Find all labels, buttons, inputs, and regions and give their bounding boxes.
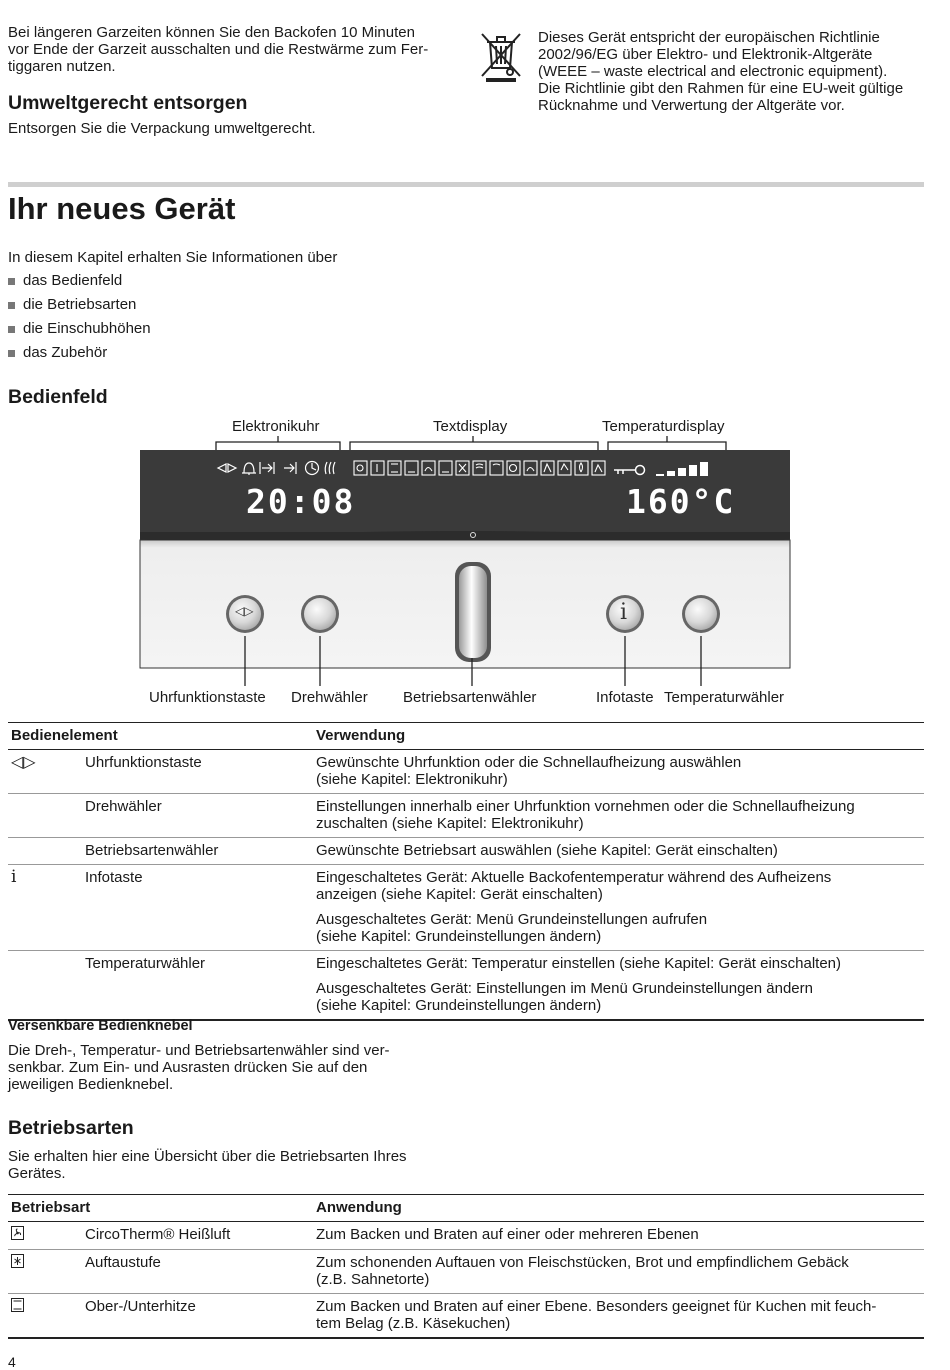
weee-bin-icon [478, 30, 526, 82]
defrost-icon [11, 1254, 24, 1268]
label-drehwaehler: Drehwähler [291, 689, 368, 706]
env-heading: Umweltgerecht entsorgen [8, 92, 248, 114]
use-text: Gewünschte Betriebsart auswählen (siehe Kapitel: Gerät einschalten) [316, 842, 778, 859]
use-line: (siehe Kapitel: Grundeinstellungen ändern) [316, 997, 602, 1014]
versenkbar-heading: Versenkbare Bedienknebel [8, 1018, 193, 1034]
control-name: Betriebsartenwähler [82, 838, 313, 865]
control-use [313, 865, 924, 951]
use-text [316, 869, 921, 903]
label-uhrfunktionstaste: Uhrfunktionstaste [149, 689, 266, 706]
mode-name: Ober-/Unterhitze [82, 1294, 313, 1339]
weee-line: Die Richtlinie gibt den Rahmen für eine EU-weit gültige [538, 80, 904, 97]
betriebsarten-heading: Betriebsarten [8, 1117, 134, 1139]
versenkbar-line: Die Dreh-, Temperatur- und Betriebsartenwähler sind ver- [8, 1042, 390, 1059]
table-row [8, 865, 924, 951]
intro-line: Bei längeren Garzeiten können Sie den Backofen 10 Minuten [8, 24, 415, 41]
control-name: Drehwähler [82, 794, 313, 838]
list-item: das Zubehör [8, 341, 151, 365]
use-line: zuschalten (siehe Kapitel: Elektronikuhr) [316, 815, 584, 832]
control-use [313, 750, 924, 794]
list-item: die Einschubhöhen [8, 317, 151, 341]
control-name: Infotaste [82, 865, 313, 951]
control-use [313, 794, 924, 838]
control-use [313, 838, 924, 865]
table-row [8, 1294, 924, 1339]
env-text: Entsorgen Sie die Verpackung umweltgerecht. [8, 120, 316, 137]
use-text: Eingeschaltetes Gerät: Temperatur einstellen (siehe Kapitel: Gerät einschalten) [316, 955, 842, 972]
info-button-symbol[interactable]: i [620, 600, 628, 625]
table-row [8, 951, 924, 1021]
mode-use [313, 1250, 924, 1294]
weee-line: (WEEE – waste electrical and electronic equipment). [538, 63, 888, 80]
use-line: (siehe Kapitel: Elektronikuhr) [316, 771, 508, 788]
label-betriebsartenwaehler: Betriebsartenwähler [403, 689, 537, 706]
label-textdisplay: Textdisplay [433, 418, 508, 435]
betriebsarten-intro [8, 1148, 448, 1182]
control-symbol [8, 794, 82, 838]
control-name: Temperaturwähler [82, 951, 313, 1021]
control-symbol [8, 838, 82, 865]
table-header: Betriebsart [8, 1195, 313, 1222]
mode-use [313, 1294, 924, 1339]
page-number: 4 [8, 1354, 16, 1370]
table-header: Bedienelement [8, 723, 313, 750]
use-line: Ausgeschaltetes Gerät: Einstellungen im Menü Grundeinstellungen ändern [316, 980, 813, 997]
label-temperaturwaehler: Temperaturwähler [664, 689, 785, 706]
use-line: anzeigen (siehe Kapitel: Gerät einschalten) [316, 886, 603, 903]
use-line: Zum schonenden Auftauen von Fleischstücken, Brot und empfindlichem Gebäck [316, 1254, 849, 1271]
table-row [8, 750, 924, 794]
use-line: Eingeschaltetes Gerät: Aktuelle Backofentemperatur während des Aufheizens [316, 869, 832, 886]
intro-line: tiggaren nutzen. [8, 58, 116, 75]
clock-function-symbol: ◁▷ [8, 750, 82, 794]
control-name: Uhrfunktionstaste [82, 750, 313, 794]
versenkbar-line: jeweiligen Bedienknebel. [8, 1076, 174, 1093]
label-infotaste: Infotaste [596, 689, 654, 706]
controls-table [8, 722, 924, 1021]
table-header: Anwendung [313, 1195, 924, 1222]
use-line: Zum Backen und Braten auf einer Ebene. Besonders geeignet für Kuchen mit feuch- [316, 1298, 877, 1315]
bedienfeld-heading: Bedienfeld [8, 386, 108, 408]
use-text [316, 798, 921, 832]
clock-display: 20:08 [246, 482, 356, 521]
mode-name: Auftaustufe [82, 1250, 313, 1294]
table-header: Verwendung [313, 723, 924, 750]
use-line: Ausgeschaltetes Gerät: Menü Grundeinstellungen aufrufen [316, 911, 708, 928]
versenkbar-line: senkbar. Zum Ein- und Ausrasten drücken Sie auf den [8, 1059, 368, 1076]
list-item: die Betriebsarten [8, 293, 151, 317]
intro-left [8, 24, 468, 75]
mode-use: Zum Backen und Braten auf einer oder mehreren Ebenen [313, 1222, 924, 1250]
control-symbol [8, 951, 82, 1021]
use-line: (z.B. Sahnetorte) [316, 1271, 430, 1288]
control-use [313, 951, 924, 1021]
weee-text [538, 29, 938, 114]
table-header-row [8, 1195, 924, 1222]
use-text [316, 911, 921, 945]
intro-line: Gerätes. [8, 1165, 66, 1182]
table-row [8, 838, 924, 865]
weee-line: Rücknahme und Verwertung der Altgeräte vor. [538, 97, 845, 114]
fan-icon [11, 1226, 24, 1240]
table-row [8, 1250, 924, 1294]
use-line: tem Belag (z.B. Käsekuchen) [316, 1315, 511, 1332]
chapter-bullets [8, 269, 151, 365]
modes-table [8, 1194, 924, 1339]
top-bottom-heat-icon [11, 1298, 24, 1312]
chapter-title: Ihr neues Gerät [8, 191, 236, 226]
use-text [316, 980, 921, 1014]
label-temperaturdisplay: Temperaturdisplay [602, 418, 725, 435]
versenkbar-text [8, 1042, 428, 1093]
label-elektronikuhr: Elektronikuhr [232, 418, 320, 435]
weee-line: 2002/96/EG über Elektro- und Elektronik-Altgeräte [538, 46, 873, 63]
table-header-row [8, 723, 924, 750]
use-line: Einstellungen innerhalb einer Uhrfunktion vornehmen oder die Schnellaufheizung [316, 798, 855, 815]
intro-line: Sie erhalten hier eine Übersicht über die Betriebsarten Ihres [8, 1148, 407, 1165]
use-line: (siehe Kapitel: Grundeinstellungen ändern) [316, 928, 602, 945]
list-item: das Bedienfeld [8, 269, 151, 293]
temperature-display: 160°C [626, 482, 736, 521]
table-row [8, 794, 924, 838]
chapter-divider [8, 182, 924, 187]
control-panel-illustration [130, 436, 810, 698]
intro-line: vor Ende der Garzeit ausschalten und die Restwärme zum Fer- [8, 41, 429, 58]
clock-function-button-symbol[interactable]: ◁▷ [235, 604, 254, 618]
mode-name: CircoTherm® Heißluft [82, 1222, 313, 1250]
info-symbol: i [8, 865, 82, 951]
use-line: Gewünschte Uhrfunktion oder die Schnellaufheizung auswählen [316, 754, 742, 771]
chapter-intro: In diesem Kapitel erhalten Sie Informationen über [8, 249, 338, 266]
use-text [316, 754, 921, 788]
table-row [8, 1222, 924, 1250]
weee-line: Dieses Gerät entspricht der europäischen Richtlinie [538, 29, 880, 46]
